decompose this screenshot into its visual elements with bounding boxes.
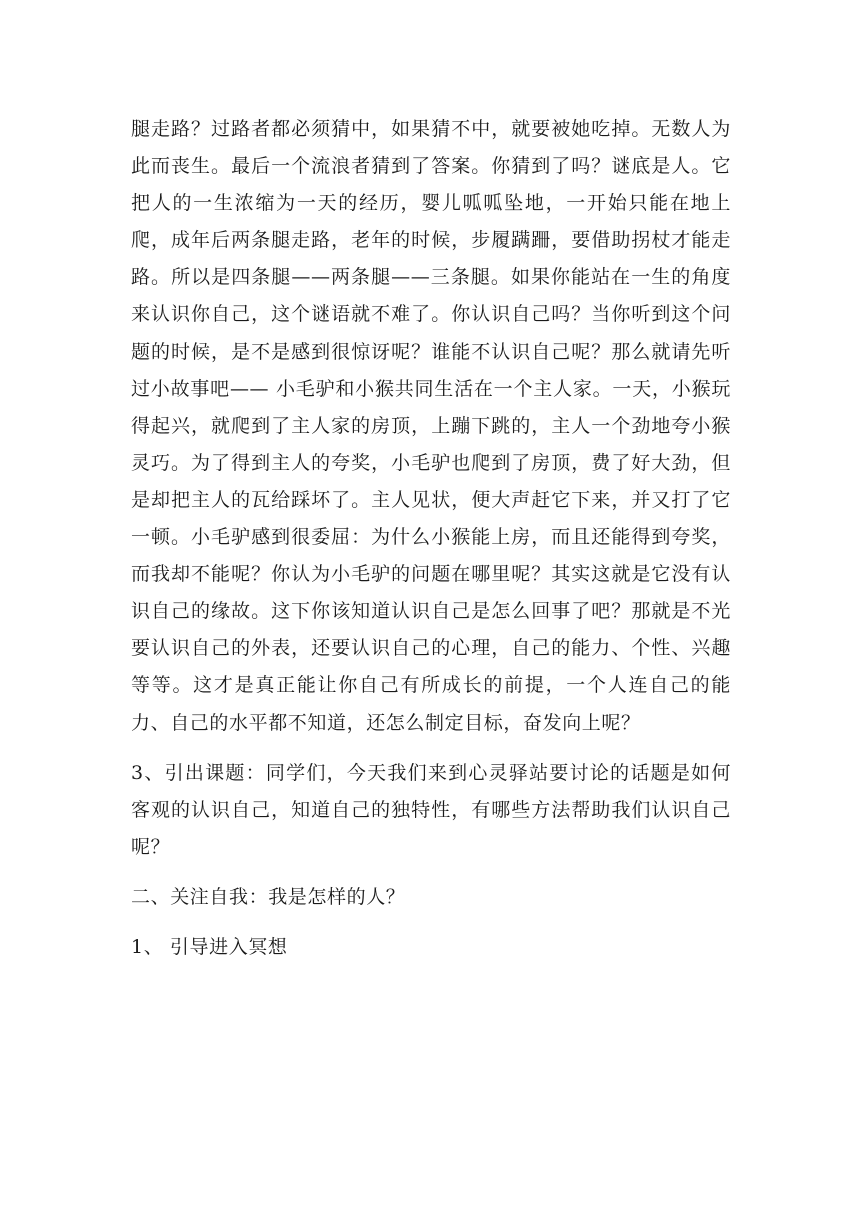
story-paragraph: 腿走路？过路者都必须猜中，如果猜不中，就要被她吃掉。无数人为此而丧生。最后一个流浪者猜到了答案。你猜到了吗？谜底是人。它把人的一生浓缩为一天的经历，婴儿呱呱坠地，一开始只能在地上爬，成年后两条腿走路，老年的时候，步履蹒跚，要借助拐杖才能走路。所以是四条腿——两条腿——三条腿。如果你能站在一生的角度来认识你自己，这个谜语就不难了。你认识自己吗？当你听到这个问题的时候，是不是感到很惊讶呢？谁能不认识自己呢？那么就请先听过小故事吧—— 小毛驴和小猴共同生活在一个主人家。一天，小猴玩得起兴，就爬到了主人家的房顶，上蹦下跳的，主人一个劲地夸小猴灵巧。为了得到主人的夸奖，小毛驴也爬到了房顶，费了好大劲，但是却把主人的瓦给踩坏了。主人见状，便大声赶它下来，并又打了它一顿。小毛驴感到很委屈：为什么小猴能上房，而且还能得到夸奖，而我却不能呢？你认为小毛驴的问题在哪里呢？其实这就是它没有认识自己的缘故。这下你该知道认识自己是怎么回事了吧？那就是不光要认识自己的外表，还要认识自己的心理，自己的能力、个性、兴趣等等。这才是真正能让你自己有所成长的前提，一个人连自己的能力、自己的水平都不知道，还怎么制定目标，奋发向上呢？ bbox=[131, 118, 731, 734]
section-heading: 二、关注自我：我是怎样的人？ bbox=[131, 885, 406, 908]
document-body bbox=[131, 111, 731, 966]
subsection-heading: 1、 引导进入冥想 bbox=[131, 935, 288, 958]
topic-intro-paragraph: 3、引出课题：同学们，今天我们来到心灵驿站要讨论的话题是如何客观的认识自己，知道自己的独特性，有哪些方法帮助我们认识自己呢？ bbox=[131, 761, 731, 858]
